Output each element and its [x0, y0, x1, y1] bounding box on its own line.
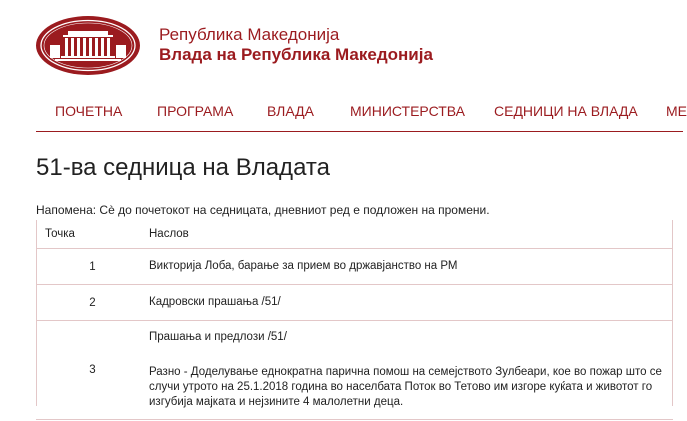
agenda-item-subtitle: Прашања и предлози /51/	[149, 331, 287, 343]
site-header	[0, 0, 683, 88]
agenda-item-number: 1	[36, 249, 149, 285]
government-building-logo-icon[interactable]	[35, 15, 141, 76]
column-header-item: Точка	[36, 220, 149, 249]
agenda-item-number: 2	[36, 285, 149, 321]
main-navigation	[36, 91, 687, 132]
column-header-title: Наслов	[149, 220, 673, 249]
table-row	[36, 249, 673, 285]
agenda-item-title: Разно - Доделување еднократна парична помош на семејството Зулбеари, кое во пожар што се случи утрото на 25.1.2018 година во населбата Поток во Тетово им изгоре куќата и животот го изгубија мајката и нејзините 4 малолетни деца.	[149, 366, 662, 408]
table-row	[36, 285, 673, 321]
table-header-row	[36, 220, 673, 249]
agenda-table	[36, 220, 673, 420]
table-row	[36, 321, 673, 420]
page-title: 51-ва седница на Владата	[36, 154, 330, 181]
nav-item-program[interactable]: ПРОГРАМА	[157, 103, 234, 119]
nav-item-ministries[interactable]: МИНИСТЕРСТВА	[350, 103, 466, 119]
brand-country-name[interactable]: Република Македонија	[159, 25, 340, 44]
nav-item-government[interactable]: ВЛАДА	[267, 103, 314, 119]
agenda-item-title: Викторија Лоба, барање за прием во државјанство на РМ	[149, 249, 673, 285]
nav-item-media-truncated[interactable]: МЕ	[666, 103, 687, 119]
nav-item-home[interactable]: ПОЧЕТНА	[55, 103, 123, 119]
agenda-item-number: 3	[36, 321, 149, 420]
agenda-item-cell	[149, 321, 673, 420]
agenda-item-title: Кадровски прашања /51/	[149, 285, 673, 321]
brand-government-name[interactable]: Влада на Република Македонија	[159, 45, 433, 64]
nav-item-government-sessions[interactable]: СЕДНИЦИ НА ВЛАДА	[494, 103, 638, 119]
agenda-change-note: Напомена: Сè до почетокот на седницата, дневниот ред е подложен на промени.	[36, 203, 490, 217]
